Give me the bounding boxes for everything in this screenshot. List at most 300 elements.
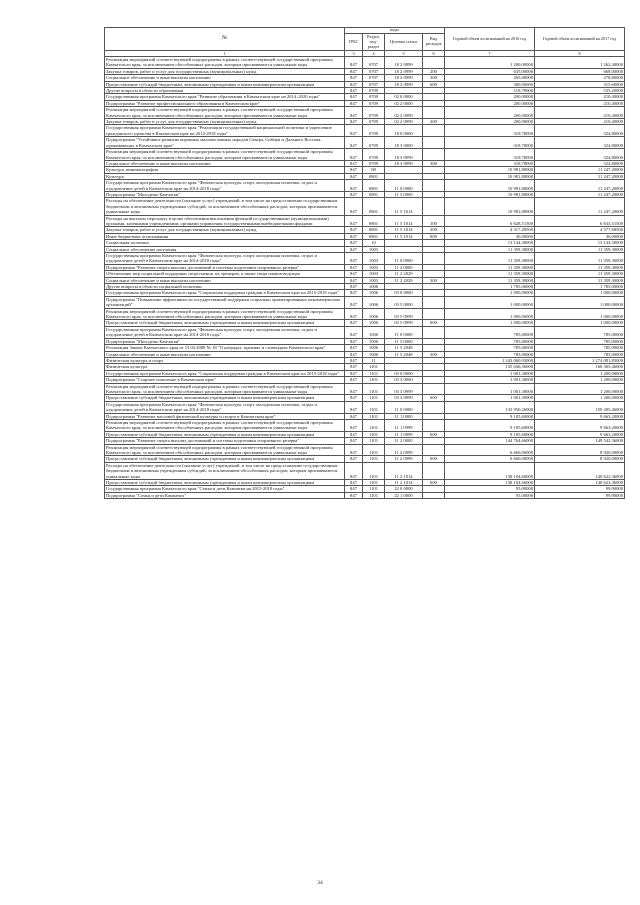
grbs-cell: 847 [345,149,363,161]
grbs-cell: 847 [345,100,363,106]
razdel-cell: 0801 [363,191,385,197]
expense-type-cell: 600 [423,431,445,437]
row-name-cell: Социальная политика [105,240,345,246]
row-name-cell: Закупка товаров, работ и услуг для государственных (муниципальных) нужд [105,119,345,125]
amount-2016-cell: 1 001,30000 [445,370,535,376]
target-article-cell: 22 1 0000 [385,492,423,498]
amount-2017-cell: 1 000,00000 [535,296,625,308]
colnum: 3 [345,51,363,57]
target-article-cell: 18 0 0000 [385,125,423,137]
expense-type-cell: 600 [423,480,445,486]
amount-2017-cell: 210,40000 [535,94,625,100]
amount-2016-cell: 1 785,00000 [445,284,535,290]
amount-2016-cell: 200,00000 [445,119,535,125]
amount-2016-cell: 138 104,66000 [445,480,535,486]
row-name-cell: Социальное обеспечение и иные выплаты населению [105,75,345,81]
expense-type-cell [423,57,445,69]
amount-2017-cell: 1 785,00000 [535,284,625,290]
row-name-cell: Закупка товаров, работ и услуг для государственных (муниципальных) нужд [105,227,345,233]
razdel-cell: 1101 [363,480,385,486]
amount-2017-cell: 11 359,30000 [535,253,625,265]
amount-2017-cell: 11 247,20000 [535,191,625,197]
razdel-cell: 1006 [363,308,385,320]
colnum: 6 [423,51,445,57]
razdel-cell: 1101 [363,486,385,492]
grbs-cell: 847 [345,160,363,166]
table-row [105,107,625,119]
grbs-cell: 847 [345,215,363,227]
target-article-cell: 18 2 0999 [385,81,423,87]
grbs-cell: 847 [345,444,363,456]
target-article-cell: 11 0 0000 [385,326,423,338]
target-article-cell: 03 3 0000 [385,377,423,383]
target-article-cell: 11 5 0000 [385,338,423,344]
razdel-cell: 1003 [363,253,385,265]
row-name-cell: Государственная программа Камчатского края "Реализация государственной национальной политики и укрепление гражданского единства в Камчатском крае на 2014-2018 годы" [105,125,345,137]
amount-2017-cell: 99,90000 [535,492,625,498]
amount-2017-cell: 11 359,30000 [535,277,625,283]
row-name-cell: Физическая культура и спорт [105,357,345,363]
amount-2016-cell: 11 359,30000 [445,246,535,252]
amount-2017-cell: 1 000,00000 [535,290,625,296]
razdel-cell: 0709 [363,107,385,119]
amount-2016-cell: 1 001,30000 [445,395,535,401]
target-article-cell: 02 2 0000 [385,100,423,106]
table-row [105,137,625,149]
row-name-cell: Подпрограмма "Устойчивое развитие коренных малочисленных народов Севера, Сибири и Дальнего Востока, проживающих в Камчатском крае" [105,137,345,149]
razdel-cell: 11 [363,357,385,363]
table-row [105,419,625,431]
razdel-cell: 1006 [363,284,385,290]
row-name-cell: Закупка товаров, работ и услуг для государственных (муниципальных) нужд [105,68,345,74]
expense-type-cell: 200 [423,119,445,125]
amount-2016-cell: 95,00000 [445,492,535,498]
amount-2016-cell: 785,00000 [445,338,535,344]
expense-type-cell: 200 [423,68,445,74]
colnum: 5 [385,51,423,57]
row-name-cell: Культура, кинематография [105,167,345,173]
razdel-cell: 1101 [363,438,385,444]
razdel-cell: 1101 [363,413,385,419]
page-number: 34 [317,880,323,886]
amount-2017-cell: 785,00000 [535,351,625,357]
razdel-cell: 0707 [363,75,385,81]
row-name-cell: Подпрограмма "Развитие спорта высших достижений и системы подготовки спортивного резерва" [105,264,345,270]
razdel-cell: 1006 [363,351,385,357]
razdel-cell: 0709 [363,160,385,166]
amount-2017-cell: 1 200,00000 [535,370,625,376]
colnum: 1 [105,51,345,57]
table-row [105,296,625,308]
grbs-cell: 847 [345,264,363,270]
amount-2016-cell: 10 981,80000 [445,180,535,192]
amount-2017-cell: 535,20000 [535,88,625,94]
row-name-cell: Культура [105,173,345,179]
target-article-cell: 11 2 2029 [385,271,423,277]
razdel-cell: 1006 [363,338,385,344]
grbs-cell: 847 [345,191,363,197]
razdel-cell: 1101 [363,383,385,395]
amount-2016-cell: 144 764,66000 [445,438,535,444]
table-row [105,462,625,479]
amount-2017-cell: 11 359,30000 [535,264,625,270]
razdel-cell: 1006 [363,320,385,326]
amount-2016-cell: 36,00000 [445,233,535,239]
row-name-cell: Предоставление субсидий бюджетным, автономным учреждениям и иным некоммерческим организациям [105,456,345,462]
target-article-cell: 03 3 0999 [385,383,423,395]
razdel-cell: 1006 [363,326,385,338]
target-article-cell: 11 5 1014 [385,198,423,215]
target-article-cell: 18 3 0999 [385,149,423,161]
razdel-cell: 1003 [363,277,385,283]
razdel-cell: 1006 [363,296,385,308]
amount-2016-cell: 1 243 060,93000 [445,357,535,363]
grbs-cell: 847 [345,413,363,419]
target-article-cell: 11 0 0000 [385,401,423,413]
amount-2017-cell: 324,80000 [535,125,625,137]
amount-2017-cell: 159 205,46000 [535,401,625,413]
amount-2017-cell: 1 200,00000 [535,377,625,383]
amount-2017-cell: 785,00000 [535,338,625,344]
amount-2016-cell: 785,00000 [445,351,535,357]
expense-type-cell [423,125,445,137]
target-article-cell: 11 1 0999 [385,419,423,431]
expense-type-cell: 600 [423,456,445,462]
expense-type-cell [423,296,445,308]
expense-type-cell [423,444,445,456]
amount-2016-cell: 1 001,30000 [445,377,535,383]
grbs-cell: 847 [345,137,363,149]
amount-2016-cell: 1 001,30000 [445,383,535,395]
amount-2016-cell: 1 000,00000 [445,308,535,320]
grbs-cell: 847 [345,290,363,296]
amount-2017-cell: 9 663,20000 [535,413,625,419]
row-name-cell: Предоставление субсидий бюджетным, автономным учреждениям и иным некоммерческим организациям [105,81,345,87]
amount-2016-cell: 6 660,00000 [445,444,535,456]
grbs-cell: 847 [345,68,363,74]
target-article-cell: 11 0 0000 [385,253,423,265]
table-row [105,125,625,137]
razdel-cell: 1101 [363,364,385,370]
row-name-cell: Реализация мероприятий соответствующей подпрограммы в рамках соответствующей государственной программы Камчатского края, за исключением обособленных расходов, которым присваиваются уникальные коды [105,419,345,431]
amount-2016-cell: 11 359,30000 [445,253,535,265]
grbs-cell: 847 [345,438,363,444]
expense-type-cell [423,383,445,395]
grbs-cell: 847 [345,119,363,125]
amount-2016-cell: 135 046,56000 [445,364,535,370]
row-name-cell: Другие вопросы в области социальной политики [105,284,345,290]
grbs-cell: 847 [345,486,363,492]
amount-2016-cell: 318,78000 [445,149,535,161]
amount-2016-cell: 6 628,51500 [445,215,535,227]
amount-2016-cell: 265,00000 [445,75,535,81]
amount-2017-cell: 1 262,40000 [535,57,625,69]
grbs-cell: 847 [345,271,363,277]
row-name-cell: Предоставление субсидий бюджетным, автономным учреждениям и иным некоммерческим организациям [105,320,345,326]
grbs-cell: 847 [345,88,363,94]
expense-type-cell [423,198,445,215]
row-name-cell: Подпрограмма "Старшее поколение в Камчатском крае" [105,377,345,383]
grbs-cell: 847 [345,401,363,413]
target-article-cell: 11 1 0999 [385,431,423,437]
row-name-cell: Расходы на обеспечение деятельности (оказание услуг) учреждений, в том числе на предоставление государственным бюджетным и автономным учреждениям субсидий, за исключением обособленных расходов, которым присваиваются уникальные коды [105,462,345,479]
target-article-cell: 11 5 1014 [385,227,423,233]
grbs-cell: 847 [345,173,363,179]
razdel-cell: 1003 [363,264,385,270]
expense-type-cell [423,401,445,413]
header-codes: коды [345,28,445,34]
table-row [105,198,625,215]
grbs-cell: 847 [345,284,363,290]
amount-2017-cell: 140 622,36000 [535,462,625,479]
row-name-cell: Предоставление субсидий бюджетным, автономным учреждениям и иным некоммерческим организациям [105,395,345,401]
amount-2016-cell: 11 359,30000 [445,271,535,277]
table-row [105,149,625,161]
grbs-cell: 847 [345,419,363,431]
target-article-cell: 11 2 1014 [385,480,423,486]
row-name-cell: Государственная программа Камчатского края "Социальная поддержка граждан в Камчатском крае на 2015-2018 годы" [105,370,345,376]
amount-2016-cell: 6 660,00000 [445,456,535,462]
table-row [105,215,625,227]
colnum: 4 [363,51,385,57]
table-row [105,253,625,265]
row-name-cell: Реализация мероприятий соответствующей подпрограммы в рамках соответствующей государственной программы Камчатского края, за исключением обособленных расходов, которым присваиваются уникальные коды [105,444,345,456]
amount-2017-cell: 785,00000 [535,326,625,338]
expense-type-cell [423,419,445,431]
row-name-cell: Физическая культура [105,364,345,370]
header-vol-2017: Годовой объем ассигнований на 2017 год [535,28,625,51]
target-article-cell: 11 2 1014 [385,462,423,479]
amount-2017-cell: 324,80000 [535,149,625,161]
amount-2016-cell: 133 950,26000 [445,401,535,413]
razdel-cell: 1003 [363,271,385,277]
razdel-cell: 1101 [363,401,385,413]
row-name-cell: Реализация мероприятий соответствующей подпрограммы в рамках соответствующей государственной программы Камчатского края, за исключением обособленных расходов, которым присваиваются уникальные коды [105,308,345,320]
grbs-cell: 847 [345,81,363,87]
amount-2016-cell: 518,78000 [445,88,535,94]
target-article-cell: 11 5 1014 [385,215,423,227]
grbs-cell: 847 [345,395,363,401]
grbs-cell: 847 [345,94,363,100]
target-article-cell: 03 5 0000 [385,296,423,308]
amount-2017-cell: 668,00000 [535,68,625,74]
amount-2016-cell: 200,00000 [445,94,535,100]
razdel-cell: 0709 [363,149,385,161]
razdel-cell: 0709 [363,88,385,94]
row-name-cell: Реализация Закона Камчатского края от 13.03.2008 № 18 "О наградах, премиях и стипендиях Камчатского края" [105,345,345,351]
amount-2017-cell: 210,40000 [535,119,625,125]
amount-2017-cell: 9 663,20000 [535,419,625,431]
amount-2016-cell: 95,00000 [445,486,535,492]
razdel-cell: 1101 [363,419,385,431]
header-cs: Целевая статья [385,34,423,51]
row-name-cell: Расходы на обеспечение деятельности (оказание услуг) учреждений, в том числе на предоставление государственным бюджетным и автономным учреждениям субсидий, за исключением обособленных расходов, которым присваиваются уникальные коды [105,198,345,215]
expense-type-cell: 100 [423,215,445,227]
row-name-cell: Подпрограмма "Развитие спорта высших достижений и системы подготовки спортивного резерва" [105,438,345,444]
target-article-cell: 03 3 0999 [385,395,423,401]
razdel-cell: 1101 [363,377,385,383]
grbs-cell: 847 [345,107,363,119]
grbs-cell: 847 [345,383,363,395]
expense-type-cell [423,492,445,498]
target-article-cell: 11 5 0000 [385,191,423,197]
razdel-cell: 0707 [363,68,385,74]
row-name-cell: Предоставление субсидий бюджетным, автономным учреждениям и иным некоммерческим организациям [105,480,345,486]
row-name-cell: Государственная программа Камчатского края "Физическая культура, спорт, молодежная политика, отдых и оздоровление детей в Камчатском крае на 2014-2018 годы" [105,180,345,192]
amount-2016-cell: 318,78000 [445,125,535,137]
target-article-cell: 11 2 0000 [385,264,423,270]
header-num: № [105,28,345,51]
amount-2016-cell: 138 104,66000 [445,462,535,479]
amount-2017-cell: 210,40000 [535,100,625,106]
grbs-cell: 847 [345,351,363,357]
amount-2017-cell: 6 633,51500 [535,215,625,227]
target-article-cell: 02 0 0000 [385,94,423,100]
grbs-cell: 847 [345,320,363,326]
amount-2016-cell: 4 317,28500 [445,227,535,233]
razdel-cell: 0709 [363,137,385,149]
table-row [105,57,625,69]
grbs-cell: 847 [345,480,363,486]
razdel-cell: 0709 [363,125,385,137]
grbs-cell: 847 [345,326,363,338]
expense-type-cell: 600 [423,395,445,401]
amount-2016-cell: 635,00000 [445,68,535,74]
amount-2017-cell: 11 359,30000 [535,246,625,252]
amount-2017-cell: 36,00000 [535,233,625,239]
amount-2017-cell: 13 144,30000 [535,240,625,246]
target-article-cell: 22 0 0000 [385,486,423,492]
target-article-cell: 03 5 0999 [385,320,423,326]
colnum: 7 [445,51,535,57]
grbs-cell: 847 [345,357,363,363]
row-name-cell: Государственная программа Камчатского края "Физическая культура, спорт, молодежная политика, отдых и оздоровление детей в Камчатском крае на 2014-2018 годы" [105,326,345,338]
target-article-cell: 11 2 0999 [385,444,423,456]
grbs-cell: 847 [345,233,363,239]
row-name-cell: Государственная программа Камчатского края "Физическая культура, спорт, молодежная политика, отдых и оздоровление детей в Камчатском крае на 2014-2018 годы" [105,253,345,265]
row-name-cell: Реализация мероприятий соответствующей подпрограммы в рамках соответствующей государственной программы Камчатского края, за исключением обособленных расходов, которым присваиваются уникальные коды [105,107,345,119]
amount-2017-cell: 1 000,00000 [535,308,625,320]
razdel-cell: 1006 [363,345,385,351]
razdel-cell: 1101 [363,492,385,498]
amount-2017-cell: 160 305,46000 [535,364,625,370]
grbs-cell: 847 [345,277,363,283]
grbs-cell: 847 [345,308,363,320]
grbs-cell: 847 [345,377,363,383]
amount-2016-cell: 1 200,00000 [445,57,535,69]
table-row [105,326,625,338]
amount-2017-cell: 11 247,20000 [535,167,625,173]
amount-2016-cell: 9 185,60000 [445,413,535,419]
razdel-cell: 1101 [363,431,385,437]
amount-2017-cell: 140 622,36000 [535,480,625,486]
grbs-cell: 847 [345,198,363,215]
amount-2017-cell: 8 920,00000 [535,444,625,456]
expense-type-cell: 300 [423,351,445,357]
expense-type-cell [423,180,445,192]
grbs-cell: 847 [345,492,363,498]
expense-type-cell [423,308,445,320]
target-article-cell: 03 5 0999 [385,308,423,320]
amount-2016-cell: 10 981,80000 [445,167,535,173]
target-article-cell: 18 2 0999 [385,68,423,74]
row-name-cell: Расходы на выплаты персоналу в целях обеспечения выполнения функций государственными (муниципальными) органами, казенными учреждениями, органами управления государственными внебюджетными фондами [105,215,345,227]
target-article-cell: 18 3 0999 [385,160,423,166]
amount-2016-cell: 10 981,80000 [445,173,535,179]
target-article-cell: 11 5 2048 [385,351,423,357]
amount-2017-cell: 324,80000 [535,160,625,166]
row-name-cell: Реализация мероприятий соответствующей подпрограммы в рамках соответствующей государственной программы Камчатского края, за исключением обособленных расходов, которым присваиваются уникальные коды [105,57,345,69]
expense-type-cell [423,107,445,119]
expense-type-cell: 800 [423,233,445,239]
amount-2016-cell: 1 000,00000 [445,320,535,326]
amount-2017-cell: 785,00000 [535,345,625,351]
amount-2017-cell: 1 200,00000 [535,395,625,401]
expense-type-cell: 600 [423,320,445,326]
budget-table [104,27,625,499]
amount-2017-cell: 11 359,30000 [535,271,625,277]
expense-type-cell [423,253,445,265]
razdel-cell: 1006 [363,290,385,296]
expense-type-cell [423,137,445,149]
row-name-cell: Социальное обеспечение и иные выплаты населению [105,351,345,357]
target-article-cell: 02 2 0999 [385,107,423,119]
target-article-cell: 18 2 0999 [385,75,423,81]
target-article-cell: 11 2 0999 [385,456,423,462]
row-name-cell: Подпрограмма "Развитие массовой физической культуры и спорта в Камчатском крае" [105,413,345,419]
amount-2017-cell: 324,80000 [535,137,625,149]
table-row [105,308,625,320]
header-vol-2016: Годовой объем ассигнований на 2016 год [445,28,535,51]
row-name-cell: Другие вопросы в области образования [105,88,345,94]
grbs-cell: 847 [345,246,363,252]
target-article-cell: 11 2 0000 [385,438,423,444]
row-name-cell: Обеспечение мер социальной поддержки спортсменов, их тренеров, а также спортсменов-ведущих [105,271,345,277]
amount-2017-cell: 8 920,00000 [535,456,625,462]
table-row [105,444,625,456]
razdel-cell: 1101 [363,456,385,462]
razdel-cell: 0801 [363,215,385,227]
razdel-cell: 0801 [363,198,385,215]
expense-type-cell: 200 [423,227,445,233]
expense-type-cell [423,326,445,338]
amount-2016-cell: 318,78000 [445,137,535,149]
amount-2016-cell: 11 359,30000 [445,264,535,270]
razdel-cell: 0709 [363,100,385,106]
razdel-cell: 1101 [363,395,385,401]
amount-2017-cell: 1 274 081,83000 [535,357,625,363]
target-article-cell: 18 3 0000 [385,137,423,149]
grbs-cell: 847 [345,364,363,370]
grbs-cell: 847 [345,180,363,192]
header-razdel: Раздел, под-раздел [363,34,385,51]
target-article-cell: 11 1 0000 [385,413,423,419]
colnum: 8 [535,51,625,57]
row-name-cell: Социальное обеспечение и иные выплаты населению [105,277,345,283]
amount-2016-cell: 785,00000 [445,326,535,338]
target-article-cell: 11 0 0000 [385,180,423,192]
row-name-cell: Предоставление субсидий бюджетным, автономным учреждениям и иным некоммерческим организациям [105,431,345,437]
row-name-cell: Реализация мероприятий соответствующей подпрограммы в рамках соответствующей государственной программы Камчатского края, за исключением обособленных расходов, которым присваиваются уникальные коды [105,383,345,395]
grbs-cell: 847 [345,167,363,173]
target-article-cell: 02 2 0999 [385,119,423,125]
header-vr: Вид расходов [423,34,445,51]
row-name-cell: Подпрограмма "Развитие профессионального образования в Камчатском крае" [105,100,345,106]
row-name-cell: Подпрограмма "Семья и дети Камчатки" [105,492,345,498]
razdel-cell: 1101 [363,462,385,479]
razdel-cell: 0801 [363,227,385,233]
header-grbs: ГРБС [345,34,363,51]
